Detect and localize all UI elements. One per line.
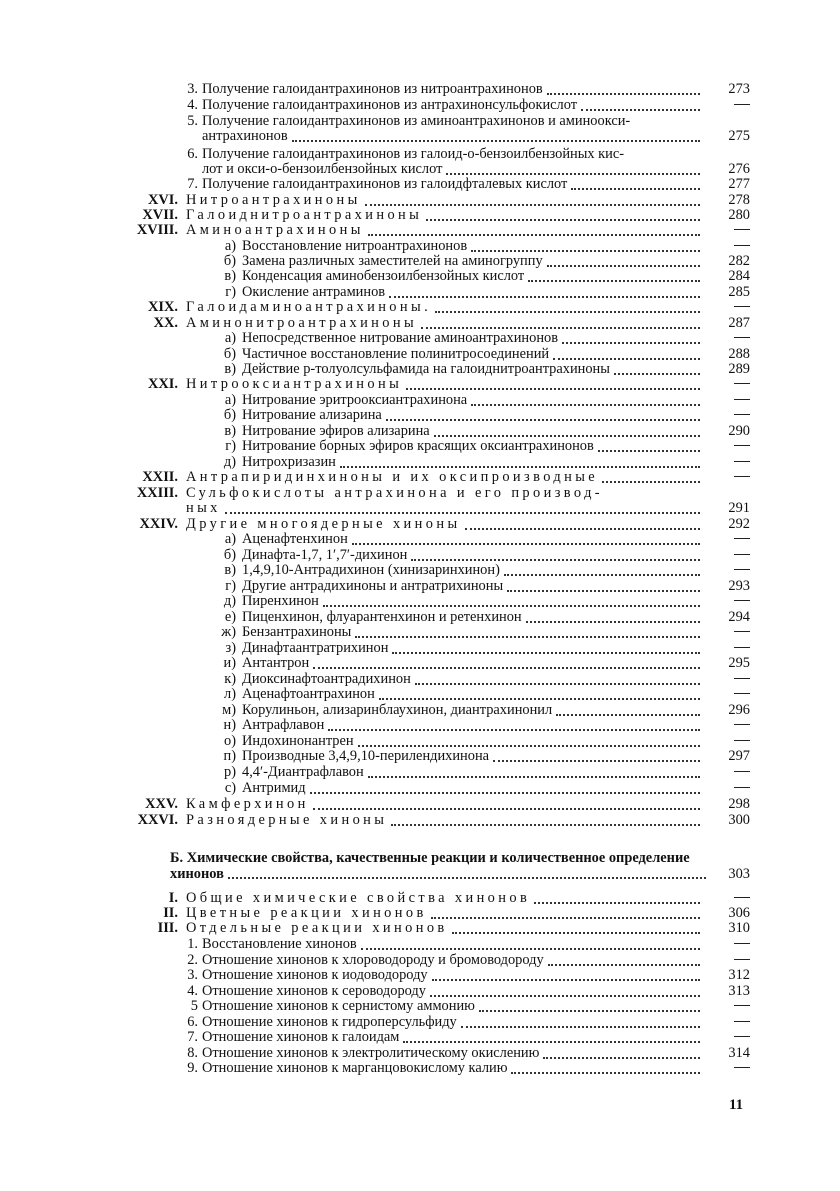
toc-entry-number: 3.: [187, 967, 198, 983]
toc-page-number: [704, 331, 750, 347]
toc-row: [138, 937, 704, 953]
toc-row-continuation: [202, 129, 704, 145]
toc-entry-title: Цветные реакции хинонов: [186, 905, 427, 921]
toc-row-continuation: [186, 501, 704, 517]
toc-entry-number: в): [224, 361, 236, 377]
toc-entry-number: а): [224, 330, 236, 346]
toc-entry-number: в): [224, 562, 236, 578]
page-dash: [734, 414, 750, 415]
toc-entry-number: 4.: [187, 97, 198, 113]
toc-row: [118, 797, 704, 813]
toc-entry-number: о): [224, 733, 236, 749]
dot-leader: [562, 341, 700, 344]
toc-entry-number: I.: [168, 890, 178, 906]
dot-leader: [507, 589, 700, 592]
toc-entry-number: XVI.: [148, 192, 178, 208]
dot-leader: [365, 203, 700, 206]
toc-entry-number: ж): [221, 624, 236, 640]
dot-leader: [358, 744, 700, 747]
toc-page-number: 285: [728, 284, 750, 300]
toc-entry-title: Нитрование ализарина: [242, 407, 382, 423]
toc-page-number: 273: [728, 81, 750, 97]
toc-entry-title: Нитрование эритрооксиантрахинона: [242, 392, 468, 408]
toc-entry-title: Отношение хинонов к сероводороду: [202, 983, 426, 999]
page-dash: [734, 461, 750, 462]
toc-entry-title: Бензантрахиноны: [242, 624, 352, 640]
toc-entry-number: д): [223, 593, 236, 609]
toc-entry-number: 5.: [187, 113, 198, 129]
toc-page-number: 313: [728, 983, 750, 999]
toc-row: [138, 98, 704, 114]
toc-row: [176, 439, 704, 455]
toc-entry-number: к): [224, 671, 236, 687]
dot-leader: [403, 1040, 700, 1043]
toc-entry-title: Нитрооксиантрахиноны: [186, 376, 403, 392]
toc-page-number: 288: [728, 346, 750, 362]
toc-page-number: [704, 377, 750, 393]
toc-page-number: 293: [728, 578, 750, 594]
toc-page-number: 291: [728, 500, 750, 516]
dot-leader: [543, 1056, 700, 1059]
toc-page-number: [704, 625, 750, 641]
toc-entry-title-continued: ных: [186, 500, 221, 516]
toc-entry-title: Отношение хинонов к марганцовокислому калию: [202, 1060, 508, 1076]
toc-entry-title: Частичное восстановление полинитросоединений: [242, 346, 550, 362]
toc-row: [176, 749, 704, 765]
toc-entry-title: Аминонитроантрахиноны: [186, 315, 418, 331]
toc-page-number: [704, 98, 750, 114]
toc-row: [118, 377, 704, 393]
toc-entry-title: Отношение хинонов к гидроперсульфиду: [202, 1014, 457, 1030]
toc-page-number: 300: [728, 812, 750, 828]
page-dash: [734, 959, 750, 960]
toc-entry-title: Динафта-1,7, 1′,7′-дихинон: [242, 547, 408, 563]
toc-page-number: [704, 937, 750, 953]
dot-leader: [435, 310, 700, 313]
dot-leader: [379, 697, 700, 700]
toc-entry-title: Замена различных заместителей на аминогруппу: [242, 253, 543, 269]
toc-entry-number: п): [223, 748, 236, 764]
toc-page-number: [704, 1061, 750, 1077]
page-dash: [734, 538, 750, 539]
toc-row: [118, 517, 704, 533]
toc-row: [176, 331, 704, 347]
toc-page-number: 282: [728, 253, 750, 269]
dot-leader: [391, 823, 700, 826]
toc-page-number: 296: [728, 702, 750, 718]
section-b-title-line2: [170, 867, 710, 883]
toc-page-number: 310: [728, 920, 750, 936]
page-dash: [734, 245, 750, 246]
toc-entry-number: XXIV.: [139, 516, 178, 532]
dot-leader: [556, 713, 700, 716]
dot-leader: [534, 901, 700, 904]
toc-entry-number: в): [224, 268, 236, 284]
toc-entry-number: г): [225, 284, 236, 300]
toc-entry-number: м): [222, 702, 236, 718]
dot-leader: [471, 249, 700, 252]
page-dash: [734, 897, 750, 898]
toc-entry-number: г): [225, 438, 236, 454]
page-dash: [734, 306, 750, 307]
dot-leader: [571, 187, 700, 190]
toc-entry-title: Отношение хинонов к галоидам: [202, 1029, 400, 1045]
toc-entry-title: Сульфокислоты антрахинона и его производ-: [186, 485, 603, 501]
toc-page-number: [704, 393, 750, 409]
dot-leader: [421, 326, 700, 329]
toc-entry-title: 1,4,9,10-Антрадихинон (хинизаринхинон): [242, 562, 500, 578]
toc-entry-title: Другие многоядерные хиноны: [186, 516, 461, 532]
dot-leader: [368, 233, 700, 236]
toc-entry-title: Индохинонантрен: [242, 733, 354, 749]
toc-page-number: [704, 532, 750, 548]
toc-page-number: [704, 408, 750, 424]
toc-page-number: 297: [728, 748, 750, 764]
toc-page-number: [704, 563, 750, 579]
toc-entry-number: н): [223, 717, 236, 733]
toc-entry-title: Аценафтоантрахинон: [242, 686, 375, 702]
dot-leader: [386, 418, 700, 421]
toc-entry-number: р): [224, 764, 236, 780]
dot-leader: [465, 527, 700, 530]
toc-entry-title: Получение галоидантрахинонов из аминоантрахинонов и аминоокси-: [202, 113, 631, 129]
toc-row: [138, 968, 704, 984]
dot-leader: [323, 604, 700, 607]
toc-entry-title: Антрапиридинхиноны и их оксипроизводные: [186, 469, 599, 485]
toc-page-number: 295: [728, 655, 750, 671]
page-dash: [734, 476, 750, 477]
toc-row: [176, 563, 704, 579]
toc-page-number: 298: [728, 796, 750, 812]
page-dash: [734, 554, 750, 555]
toc-entry-number: 7.: [187, 176, 198, 192]
page-dash: [734, 631, 750, 632]
toc-entry-title: Общие химические свойства хинонов: [186, 890, 531, 906]
toc-entry-number: III.: [157, 920, 178, 936]
dot-leader: [614, 372, 700, 375]
toc-entry-number: 6.: [187, 146, 198, 162]
toc-entry-number: л): [224, 686, 236, 702]
toc-entry-title: Пиренхинон: [242, 593, 319, 609]
dot-leader: [340, 465, 700, 468]
toc-entry-number: 3.: [187, 81, 198, 97]
toc-entry-title: Производные 3,4,9,10-перилендихинона: [242, 748, 490, 764]
toc-entry-title: Пиценхинон, флуарантенхинон и ретенхинон: [242, 609, 522, 625]
page-dash: [734, 693, 750, 694]
toc-row: [176, 687, 704, 703]
toc-row: [176, 765, 704, 781]
toc-entry-title: Отношение хинонов к электролитическому окислению: [202, 1045, 540, 1061]
toc-entry-title: Нитрохризазин: [242, 454, 336, 470]
dot-leader: [411, 558, 700, 561]
page-folio-number: 11: [729, 1097, 744, 1113]
toc-row: [118, 223, 704, 239]
toc-entry-number: XIX.: [148, 299, 178, 315]
toc-page-number: [704, 439, 750, 455]
toc-page-number: [704, 1015, 750, 1031]
toc-page-number: 294: [728, 609, 750, 625]
toc-entry-number: а): [224, 531, 236, 547]
toc-entry-number: в): [224, 423, 236, 439]
toc-entry-number: XXI.: [148, 376, 178, 392]
dot-leader: [479, 1009, 700, 1012]
dot-leader: [528, 279, 700, 282]
toc-entry-number: XVIII.: [136, 222, 178, 238]
page-dash: [734, 740, 750, 741]
toc-row: [138, 1061, 704, 1077]
toc-entry-title: Антантрон: [242, 655, 310, 671]
toc-entry-title: Отношение хинонов к хлороводороду и бромоводороду: [202, 952, 544, 968]
dot-leader: [292, 139, 700, 142]
toc-entry-title: Камферхинон: [186, 796, 309, 812]
toc-row: [138, 82, 704, 98]
toc-entry-title: Галоиднитроантрахиноны: [186, 207, 423, 223]
dot-leader: [598, 449, 700, 452]
toc-row: [176, 408, 704, 424]
toc-entry-title: 4,4′-Диантрафлавон: [242, 764, 364, 780]
toc-row: [118, 921, 704, 937]
dot-leader: [313, 666, 700, 669]
toc-page-number: 292: [728, 516, 750, 532]
dot-leader: [355, 635, 700, 638]
dot-leader: [415, 682, 700, 685]
toc-entry-number: XXIII.: [136, 485, 178, 501]
toc-entry-title: Действие р-толуолсульфамида на галоиднитроантрахиноны: [242, 361, 610, 377]
dot-leader: [431, 916, 700, 919]
toc-entry-title: Окисление антраминов: [242, 284, 386, 300]
toc-page-number: 278: [728, 192, 750, 208]
page-dash: [734, 1021, 750, 1022]
page-dash: [734, 569, 750, 570]
toc-page-number: 284: [728, 268, 750, 284]
toc-entry-number: XXII.: [142, 469, 178, 485]
toc-entry-title: Антримид: [242, 780, 306, 796]
toc-row: [176, 532, 704, 548]
toc-entry-title: Конденсация аминобензоилбензойных кислот: [242, 268, 525, 284]
toc-row: [138, 1030, 704, 1046]
dot-leader: [310, 791, 700, 794]
dot-leader: [430, 994, 700, 997]
toc-entry-number: з): [225, 640, 236, 656]
toc-entry-title: Другие антрадихиноны и антратрихиноны: [242, 578, 504, 594]
toc-entry-title: Аценафтенхинон: [242, 531, 348, 547]
toc-entry-number: б): [223, 407, 236, 423]
toc-entry-number: б): [223, 547, 236, 563]
toc-entry-number: 9.: [187, 1060, 198, 1076]
toc-page-number: [704, 470, 750, 486]
dot-leader: [352, 542, 700, 545]
toc-entry-number: 4.: [187, 983, 198, 999]
toc-entry-number: б): [223, 253, 236, 269]
toc-page-number: 290: [728, 423, 750, 439]
page-dash: [734, 787, 750, 788]
toc-page-number: 312: [728, 967, 750, 983]
toc-page-number: [704, 999, 750, 1015]
dot-leader: [511, 1071, 700, 1074]
toc-row: [138, 999, 704, 1015]
page-dash: [734, 229, 750, 230]
toc-entry-title: Нитрование борных эфиров красящих оксиантрахинонов: [242, 438, 594, 454]
dot-leader: [602, 480, 700, 483]
toc-entry-number: XXV.: [145, 796, 178, 812]
toc-page-number: [704, 223, 750, 239]
page-dash: [734, 724, 750, 725]
toc-row: [176, 594, 704, 610]
toc-page-number: 303: [728, 866, 750, 882]
toc-entry-title: Нитрование эфиров ализарина: [242, 423, 430, 439]
dot-leader: [446, 172, 700, 175]
dot-leader: [328, 728, 700, 731]
toc-row: [176, 718, 704, 734]
dot-leader: [426, 218, 700, 221]
page-dash: [734, 445, 750, 446]
toc-entry-title: Отношение хинонов к иодоводороду: [202, 967, 428, 983]
toc-page-number: [704, 718, 750, 734]
toc-entry-number: 6.: [187, 1014, 198, 1030]
toc-entry-title: Отдельные реакции хинонов: [186, 920, 448, 936]
toc-entry-number: а): [224, 392, 236, 408]
toc-entry-number: е): [224, 609, 236, 625]
toc-page-number: 276: [728, 161, 750, 177]
toc-row: [138, 177, 704, 193]
dot-leader: [547, 264, 700, 267]
toc-row: [176, 625, 704, 641]
dot-leader: [392, 651, 700, 654]
toc-entry-title-continued: антрахинонов: [202, 128, 288, 144]
dot-leader: [432, 978, 700, 981]
page-dash: [734, 771, 750, 772]
dot-leader: [225, 511, 700, 514]
toc-row: [176, 656, 704, 672]
toc-entry-title: Получение галоидантрахинонов из галоидфталевых кислот: [202, 176, 568, 192]
page-dash: [734, 337, 750, 338]
page-dash: [734, 1036, 750, 1037]
toc-entry-title: Отношение хинонов к сернистому аммонию: [202, 998, 475, 1014]
toc-page-number: 280: [728, 207, 750, 223]
toc-page-number: 306: [728, 905, 750, 921]
toc-entry-title: Восстановление хинонов: [202, 936, 357, 952]
toc-entry-number: с): [224, 780, 236, 796]
page-dash: [734, 399, 750, 400]
section-b-title-text: хинонов: [170, 865, 224, 882]
toc-entry-number: и): [223, 655, 236, 671]
toc-entry-title-continued: лот и окси-о-бензоилбензойных кислот: [202, 161, 443, 177]
dot-leader: [452, 931, 700, 934]
toc-entry-number: г): [225, 578, 236, 594]
toc-page-number: [704, 594, 750, 610]
toc-entry-title: Диоксинафтоантрадихинон: [242, 671, 411, 687]
page-dash: [734, 600, 750, 601]
toc-row: [118, 300, 704, 316]
toc-entry-number: 5: [190, 998, 198, 1014]
toc-row: [118, 813, 704, 829]
dot-leader: [547, 92, 700, 95]
toc-entry-number: XXVI.: [137, 812, 178, 828]
toc-page-number: [704, 300, 750, 316]
dot-leader: [461, 1025, 700, 1028]
toc-entry-title: Антрафлавон: [242, 717, 325, 733]
toc-entry-title: Получение галоидантрахинонов из галоид-о-бензоилбензойных кис-: [202, 146, 625, 162]
toc-entry-number: XX.: [153, 315, 178, 331]
dot-leader: [313, 807, 700, 810]
toc-row: [176, 781, 704, 797]
page-dash: [734, 943, 750, 944]
toc-page-number: 289: [728, 361, 750, 377]
toc-page-number: 277: [728, 176, 750, 192]
toc-page-number: [704, 781, 750, 797]
dot-leader: [368, 775, 700, 778]
dot-leader: [526, 620, 700, 623]
toc-entry-number: а): [224, 238, 236, 254]
dot-leader: [493, 759, 700, 762]
toc-page-number: 275: [728, 128, 750, 144]
dot-leader: [361, 947, 700, 950]
section-b-title-line1: Б. Химические свойства, качественные реакции и количественное определение: [170, 850, 690, 866]
page-dash: [734, 1067, 750, 1068]
dot-leader: [581, 108, 700, 111]
toc-entry-title: Получение галоидантрахинонов из антрахинонсульфокислот: [202, 97, 578, 113]
toc-entry-title: Нитроантрахиноны: [186, 192, 361, 208]
dot-leader: [553, 357, 700, 360]
toc-page-number: [704, 455, 750, 471]
toc-entry-number: 2.: [187, 952, 198, 968]
toc-entry-number: 1.: [187, 936, 198, 952]
toc-entry-number: б): [223, 346, 236, 362]
toc-entry-number: 8.: [187, 1045, 198, 1061]
toc-entry-title: Галоидаминоантрахиноны.: [186, 299, 432, 315]
toc-entry-title: Разноядерные хиноны: [186, 812, 388, 828]
page-dash: [734, 1005, 750, 1006]
dot-leader: [548, 963, 700, 966]
toc-entry-title: Корулиньон, ализаринблаухинон, диантрахинонил: [242, 702, 553, 718]
toc-entry-number: XVII.: [142, 207, 178, 223]
page-dash: [734, 383, 750, 384]
toc-entry-number: д): [223, 454, 236, 470]
dot-leader: [389, 295, 700, 298]
toc-row: [118, 470, 704, 486]
dot-leader: [406, 387, 700, 390]
section-b-heading: [170, 851, 710, 882]
page-dash: [734, 647, 750, 648]
dot-leader: [504, 573, 700, 576]
dot-leader: [228, 876, 706, 879]
toc-entry-title: Динафтаантратрихинон: [242, 640, 389, 656]
toc-entry-number: 7.: [187, 1029, 198, 1045]
toc-page-number: 314: [728, 1045, 750, 1061]
toc-page-number: [704, 765, 750, 781]
dot-leader: [434, 434, 700, 437]
toc-entry-title: Аминоантрахиноны: [186, 222, 364, 238]
toc-entry-title: Получение галоидантрахинонов из нитроантрахинонов: [202, 81, 543, 97]
toc-page-number: [704, 548, 750, 564]
toc-row: [176, 269, 704, 285]
page-dash: [734, 678, 750, 679]
toc-page-number: [704, 1030, 750, 1046]
dot-leader: [471, 403, 700, 406]
toc-page-number: 287: [728, 315, 750, 331]
toc-entry-title: Непосредственное нитрование аминоантрахинонов: [242, 330, 559, 346]
toc-page-number: [704, 687, 750, 703]
toc-entry-number: II.: [163, 905, 178, 921]
toc-entry-title: Восстановление нитроантрахинонов: [242, 238, 468, 254]
toc-page-number: [704, 672, 750, 688]
page-dash: [734, 104, 750, 105]
